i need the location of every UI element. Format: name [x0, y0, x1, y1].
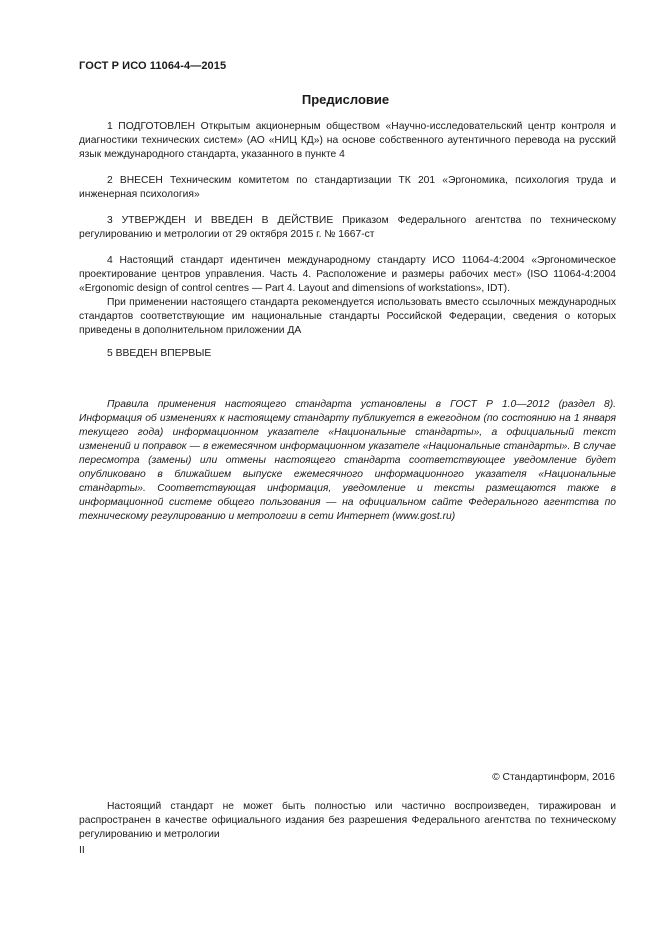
section-paragraph: 2 ВНЕСЕН Техническим комитетом по стандартизации ТК 201 «Эргономика, психология труда и инженерная психология» [79, 175, 616, 200]
page-number: II [79, 845, 85, 856]
document-id: ГОСТ Р ИСО 11064-4—2015 [79, 60, 227, 72]
section-paragraph: 3 УТВЕРЖДЕН И ВВЕДЕН В ДЕЙСТВИЕ Приказом Федерального агентства по техническому регулированию и метрологии от 29 октября 2015 г. № 1667-ст [79, 215, 616, 240]
notice-text: Правила применения настоящего стандарта установлены в ГОСТ Р 1.0—2012 (раздел 8). Информация об изменениях к настоящему стандарту публикуется в ежегодном (по состоянию на 1 января текущего года) информационном указателе «Национальные стандарты», а официальный текст изменений и поправок — в ежемесячном информационном указателе «Национальные стандарты». В случае пересмотра (замены) или отмены настоящего стандарта соответствующее уведомление будет опубликовано в ближайшем выпуске ежемесячного информационного указателя «Национальные стандарты». Соответствующая информация, уведомление и тексты размещаются также в информационной системе общего пользования — на официальном сайте Федерального агентства по техническому регулированию и метрологии в сети Интернет (www.gost.ru) [79, 399, 616, 522]
section-paragraph: 5 ВВЕДЕН ВПЕРВЫЕ [107, 348, 212, 359]
section-1 [79, 120, 616, 162]
publication-notice [79, 398, 616, 524]
section-5 [79, 347, 616, 361]
page-title: Предисловие [301, 92, 390, 107]
section-paragraph: 4 Настоящий стандарт идентичен международному стандарту ИСО 11064-4:2004 «Эргономическое проектирование центров управления. Часть 4. Расположение и размеры рабочих мест» (ISO 11064-4:2004 «Ergonomic design of control centres — Part 4. Layout and dimensions of workstations», IDT). [79, 255, 616, 294]
section-paragraph: При применении настоящего стандарта рекомендуется использовать вместо ссылочных международных стандартов соответствующие им национальные стандарты Российской Федерации, сведения о которых приведены в дополнительном приложении ДА [79, 297, 616, 336]
reproduction-notice [79, 800, 616, 842]
copyright: © Стандартинформ, 2016 [492, 772, 615, 783]
section-4 [79, 254, 616, 338]
section-paragraph: 1 ПОДГОТОВЛЕН Открытым акционерным обществом «Научно-исследовательский центр контроля и диагностики технических систем» (АО «НИЦ КД») на основе собственного аутентичного перевода на русский язык международного стандарта, указанного в пункте 4 [79, 121, 616, 160]
footer-text: Настоящий стандарт не может быть полностью или частично воспроизведен, тиражирован и распространен в качестве официального издания без разрешения Федерального агентства по техническому регулированию и метрологии [79, 801, 616, 840]
section-2 [79, 174, 616, 202]
section-3 [79, 214, 616, 242]
